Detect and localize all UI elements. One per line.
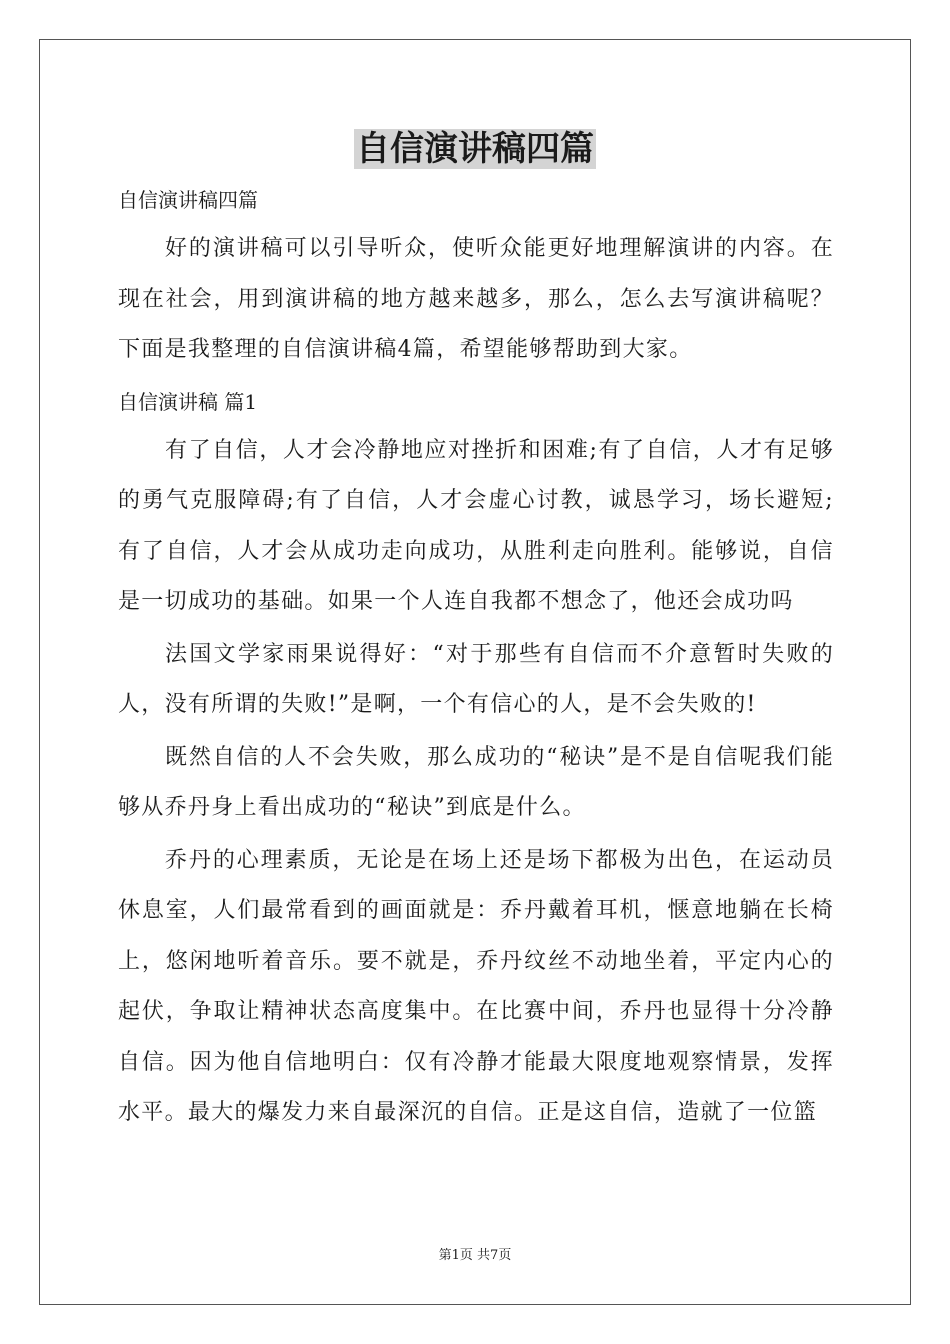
body-paragraph-1: 有了自信，人才会冷静地应对挫折和困难;有了自信，人才有足够的勇气克服障碍;有了自信，人才会虚心讨教，诚恳学习，场长避短;有了自信，人才会从成功走向成功，从胜利走向胜利。能够说，自信是一切成功的基础。如果一个人连自我都不想念了，他还会成功吗 bbox=[118, 437, 834, 614]
page-number: 第1页 共7页 bbox=[438, 1248, 512, 1263]
body-paragraph-3: 既然自信的人不会失败，那么成功的“秘诀”是不是自信呢我们能够从乔丹身上看出成功的“秘诀”到底是什么。 bbox=[118, 744, 834, 820]
document-title-text: 自信演讲稿四篇 bbox=[356, 129, 594, 169]
document-title bbox=[0, 124, 950, 174]
section-heading: 自信演讲稿 篇1 bbox=[118, 389, 258, 414]
intro-paragraph: 好的演讲稿可以引导听众，使听众能更好地理解演讲的内容。在现在社会，用到演讲稿的地方越来越多，那么，怎么去写演讲稿呢？下面是我整理的自信演讲稿4篇，希望能够帮助到大家。 bbox=[118, 236, 834, 362]
body-paragraph-2: 法国文学家雨果说得好：“对于那些有自信而不介意暂时失败的人，没有所谓的失败!”是啊，一个有信心的人，是不会失败的! bbox=[118, 641, 834, 717]
document-body bbox=[118, 176, 834, 1141]
document-subtitle: 自信演讲稿四篇 bbox=[118, 188, 258, 212]
body-paragraph-4: 乔丹的心理素质，无论是在场上还是场下都极为出色，在运动员休息室，人们最常看到的画面就是：乔丹戴着耳机，惬意地躺在长椅上，悠闲地听着音乐。要不就是，乔丹纹丝不动地坐着，平定内心的起伏，争取让精神状态高度集中。在比赛中间，乔丹也显得十分冷静自信。因为他自信地明白：仅有冷静才能最大限度地观察情景，发挥水平。最大的爆发力来自最深沉的自信。正是这自信，造就了一位篮 bbox=[118, 847, 834, 1125]
